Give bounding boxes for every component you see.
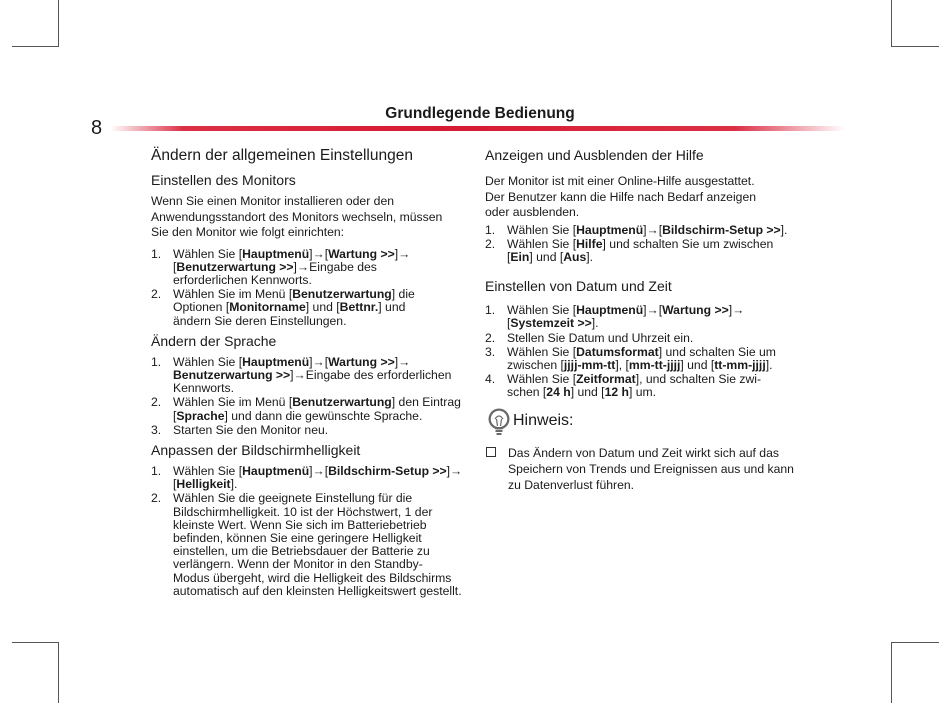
text-run: ]→[ xyxy=(643,222,663,237)
list-item xyxy=(151,396,463,422)
text-run: Wählen Sie [ xyxy=(173,246,243,261)
text-run: [ xyxy=(173,477,177,492)
menu-term: mm-tt-jjjj xyxy=(628,357,681,372)
step-number: 2. xyxy=(151,287,162,302)
text-run: ]. xyxy=(586,249,594,264)
crop-mark xyxy=(891,642,892,703)
text-run: Wählen Sie die geeignete Einstellung für die xyxy=(173,491,413,506)
language-heading: Ändern der Sprache xyxy=(151,332,277,349)
text-run: ] und schalten Sie um zwischen xyxy=(602,236,774,251)
step-line xyxy=(507,317,805,330)
monitor-intro xyxy=(151,194,463,241)
step-line xyxy=(173,478,463,491)
list-item xyxy=(485,346,805,372)
step-number: 2. xyxy=(151,395,162,410)
text-run: Wählen Sie [ xyxy=(507,222,577,237)
menu-term: 24 h xyxy=(546,385,571,400)
text-run: ] und dann die gewünschte Sprache. xyxy=(224,408,423,423)
intro-line: Wenn Sie einen Monitor installieren oder den xyxy=(151,194,394,208)
crop-mark xyxy=(12,46,59,47)
crop-mark xyxy=(891,46,939,47)
list-item xyxy=(485,238,805,264)
text-run: [ xyxy=(507,316,511,331)
text-run: ]→ xyxy=(394,354,411,369)
text-run: ] den Eintrag xyxy=(391,395,461,410)
menu-term: Wartung >> xyxy=(328,354,395,369)
note-line: Das Ändern von Datum und Zeit wirkt sich auf das xyxy=(508,445,779,460)
brightness-heading: Anpassen der Bildschirmhelligkeit xyxy=(151,441,361,458)
menu-term: Bildschirm-Setup >> xyxy=(328,463,447,478)
step-number: 1. xyxy=(151,246,162,261)
crop-mark xyxy=(58,642,59,703)
note-line: Speichern von Trends und Ereignissen aus und kann xyxy=(508,461,794,476)
menu-term: Datumsformat xyxy=(576,344,659,359)
menu-term: Hauptmenü xyxy=(576,303,644,318)
list-item xyxy=(485,332,805,345)
intro-line: Der Benutzer kann die Hilfe nach Bedarf anzeigen xyxy=(485,189,756,204)
menu-term: Hauptmenü xyxy=(576,222,644,237)
step-line xyxy=(507,224,805,237)
step-number: 2. xyxy=(151,491,162,506)
step-list xyxy=(151,248,463,328)
text-run: Wählen Sie im Menü [ xyxy=(173,395,293,410)
step-line xyxy=(173,424,463,437)
step-line xyxy=(507,332,805,345)
menu-term: Aus xyxy=(563,249,587,264)
text-run: ]→ xyxy=(728,303,745,318)
left-column xyxy=(151,146,463,598)
menu-term: Ein xyxy=(510,249,530,264)
text-run: befinden, können Sie eine geringere Helligkeit xyxy=(173,530,422,545)
text-run: [ xyxy=(507,249,511,264)
help-heading: Anzeigen und Ausblenden der Hilfe xyxy=(485,147,704,163)
text-run: Wählen Sie [ xyxy=(173,463,243,478)
text-run: Modus übergeht, wird die Helligkeit des Bildschirms xyxy=(173,570,452,585)
text-run: Wählen Sie [ xyxy=(173,354,243,369)
section-title: Ändern der allgemeinen Einstellungen xyxy=(151,147,413,164)
menu-term: Benutzerwartung xyxy=(292,287,392,302)
intro-line: oder ausblenden. xyxy=(485,205,580,219)
menu-term: tt-mm-jjjj xyxy=(714,357,766,372)
text-run: schen [ xyxy=(507,385,547,400)
menu-term: Zeitformat xyxy=(576,372,636,387)
crop-mark xyxy=(58,0,59,46)
step-number: 1. xyxy=(151,354,162,369)
hint-title: Hinweis: xyxy=(513,411,574,429)
text-run: Wählen Sie [ xyxy=(507,236,577,251)
menu-term: Wartung >> xyxy=(662,303,729,318)
text-run: Stellen Sie Datum und Uhrzeit ein. xyxy=(507,330,694,345)
list-item xyxy=(485,304,805,330)
text-run: Kennworts. xyxy=(173,381,234,396)
text-run: ] und [ xyxy=(570,385,605,400)
intro-line: Der Monitor ist mit einer Online-Hilfe ausgestattet. xyxy=(485,174,755,188)
text-run: ] und xyxy=(378,300,406,315)
text-run: Starten Sie den Monitor neu. xyxy=(173,422,329,437)
text-run: ]→[ xyxy=(643,303,663,318)
right-column xyxy=(485,146,805,493)
step-number: 1. xyxy=(485,222,496,237)
text-run: ]→ xyxy=(394,246,411,261)
text-run: ändern Sie deren Einstellungen. xyxy=(173,313,347,328)
text-run: ]→Eingabe des erforderlichen xyxy=(290,367,452,382)
text-run: ]. xyxy=(765,357,773,372)
text-run: ] und [ xyxy=(529,249,564,264)
menu-term: Sprache xyxy=(176,408,225,423)
menu-term: Bildschirm-Setup >> xyxy=(662,222,781,237)
hint-box xyxy=(485,407,805,437)
chapter-title: Grundlegende Bedienung xyxy=(385,105,575,122)
text-run: Bildschirmhelligkeit. 10 ist der Höchstwert, 1 der xyxy=(173,504,433,519)
text-run: ] und [ xyxy=(680,357,715,372)
text-run: ], und schalten Sie zwi- xyxy=(635,372,762,387)
step-number: 4. xyxy=(485,372,496,387)
text-run: ]. xyxy=(780,222,788,237)
crop-mark xyxy=(891,0,892,46)
step-number: 2. xyxy=(485,236,496,251)
text-run: ]. xyxy=(230,477,238,492)
header-rule xyxy=(110,126,845,131)
help-intro xyxy=(485,174,805,221)
monitor-heading: Einstellen des Monitors xyxy=(151,172,296,188)
step-line xyxy=(173,410,463,423)
text-run: [ xyxy=(173,259,177,274)
menu-term: Benutzerwartung >> xyxy=(176,259,294,274)
text-run: zwischen [ xyxy=(507,357,564,372)
text-run: ]→[ xyxy=(309,354,329,369)
menu-term: Hauptmenü xyxy=(242,354,310,369)
text-run: verlängern. Wenn der Monitor in den Standby- xyxy=(173,557,423,572)
lightbulb-icon xyxy=(486,407,512,437)
step-line xyxy=(173,274,463,287)
menu-term: Benutzerwartung xyxy=(292,395,392,410)
list-item xyxy=(485,373,805,399)
text-run: ]. xyxy=(591,316,599,331)
menu-term: Hauptmenü xyxy=(242,463,310,478)
text-run: Optionen [ xyxy=(173,300,230,315)
list-item xyxy=(151,288,463,328)
menu-term: Systemzeit >> xyxy=(510,316,592,331)
step-line xyxy=(173,585,463,598)
list-item xyxy=(151,492,463,598)
crop-mark xyxy=(891,642,939,643)
step-line xyxy=(173,382,463,395)
intro-line: Sie den Monitor wie folgt einrichten: xyxy=(151,225,345,239)
step-number: 1. xyxy=(151,463,162,478)
step-line xyxy=(507,386,805,399)
step-list xyxy=(151,465,463,598)
menu-term: Bettnr. xyxy=(339,300,379,315)
text-run: Wählen Sie [ xyxy=(507,344,577,359)
text-run: kleinste Wert. Wenn Sie sich im Batteriebetrieb xyxy=(173,517,427,532)
text-run: automatisch auf den kleinsten Helligkeitswert gestellt. xyxy=(173,583,462,598)
step-list xyxy=(485,224,805,265)
menu-term: Hilfe xyxy=(576,236,603,251)
crop-mark xyxy=(12,642,59,643)
menu-term: jjjj-mm-tt xyxy=(563,357,616,372)
note-line: zu Datenverlust führen. xyxy=(508,477,635,492)
list-item xyxy=(151,248,463,288)
step-number: 2. xyxy=(485,330,496,345)
text-run: ]→[ xyxy=(309,246,329,261)
menu-term: Benutzerwartung >> xyxy=(173,367,291,382)
text-run: Wählen Sie [ xyxy=(507,303,577,318)
intro-line: Anwendungsstandort des Monitors wechseln, müssen xyxy=(151,209,443,224)
menu-term: Monitorname xyxy=(229,300,306,315)
datetime-heading: Einstellen von Datum und Zeit xyxy=(485,278,672,295)
hint-note xyxy=(485,445,805,493)
text-run: ]→ xyxy=(446,463,463,478)
text-run: ]→Eingabe des xyxy=(293,259,377,274)
menu-term: Helligkeit xyxy=(176,477,231,492)
list-item xyxy=(151,465,463,491)
text-run: Wählen Sie [ xyxy=(507,372,577,387)
step-number: 1. xyxy=(485,303,496,318)
text-run: Wählen Sie im Menü [ xyxy=(173,287,293,302)
text-run: ], [ xyxy=(615,357,629,372)
text-run: ] um. xyxy=(628,385,657,400)
text-run: ] die xyxy=(391,287,415,302)
menu-term: Wartung >> xyxy=(328,246,395,261)
text-run: [ xyxy=(173,408,177,423)
list-item xyxy=(151,356,463,396)
text-run: erforderlichen Kennworts. xyxy=(173,272,312,287)
step-line xyxy=(507,359,805,372)
step-list xyxy=(151,356,463,437)
list-item xyxy=(151,424,463,437)
checkbox-icon xyxy=(486,447,496,457)
text-run: einstellen, um die Betriebsdauer der Batterie zu xyxy=(173,544,430,559)
list-item xyxy=(485,224,805,237)
step-line xyxy=(507,251,805,264)
text-run: ] und schalten Sie um xyxy=(658,344,776,359)
text-run: ]→[ xyxy=(309,463,329,478)
step-list xyxy=(485,304,805,399)
step-number: 3. xyxy=(485,344,496,359)
text-run: ] und [ xyxy=(305,300,340,315)
menu-term: Hauptmenü xyxy=(242,246,310,261)
step-number: 3. xyxy=(151,422,162,437)
step-line xyxy=(173,315,463,328)
menu-term: 12 h xyxy=(604,385,629,400)
page-number: 8 xyxy=(91,117,103,139)
